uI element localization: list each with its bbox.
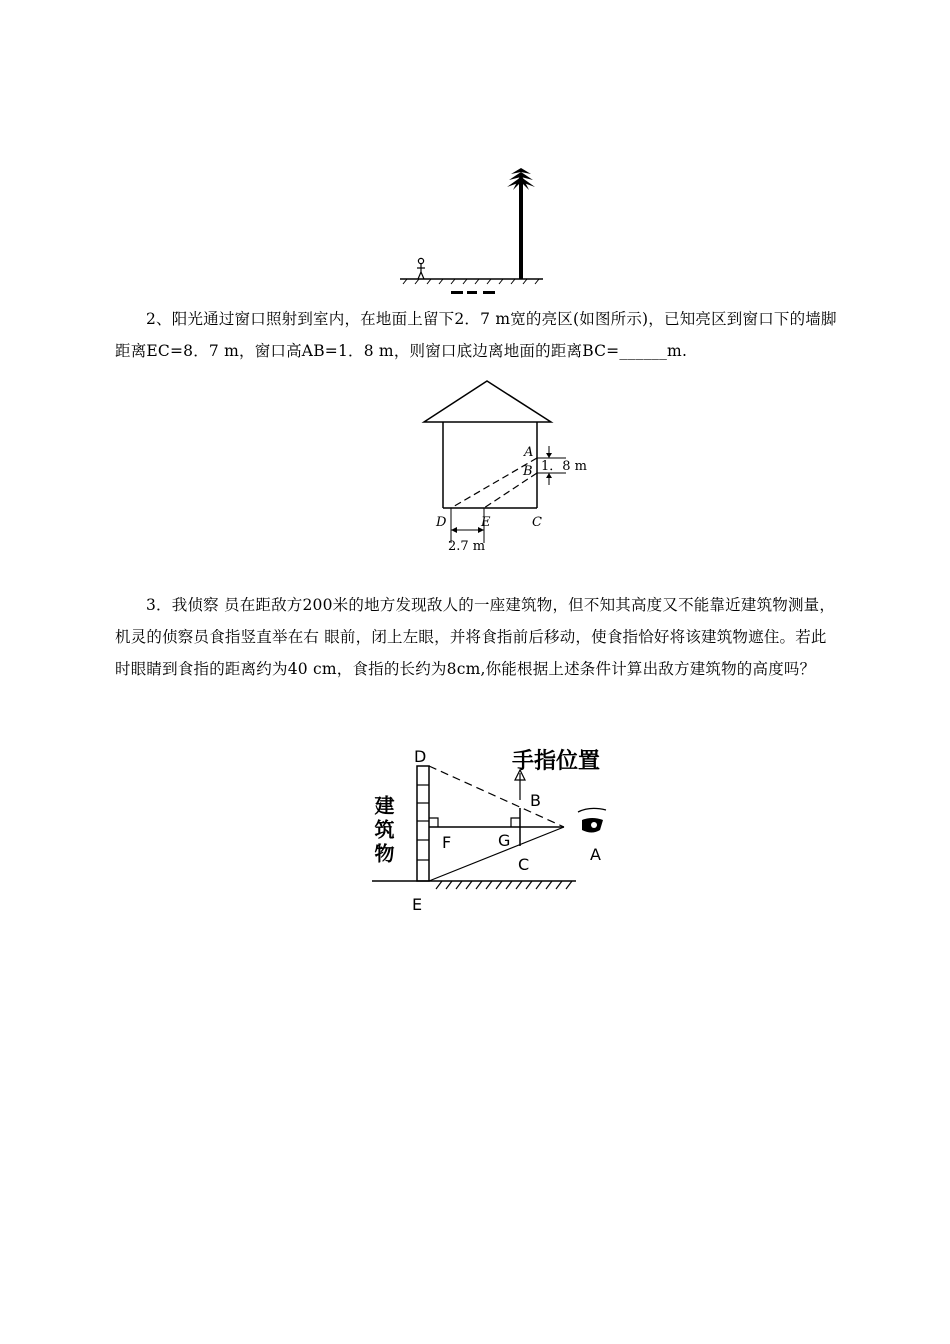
label-d: D — [436, 515, 447, 530]
figure-person-tree — [395, 160, 555, 295]
problem-2-text-content: 2、阳光通过窗口照射到室内，在地面上留下2．7 m宽的亮区(如图所示)，已知亮区到窗口下的墙脚距离EC=8．7 m，窗口高AB=1．8 m，则窗口底边离地面的距离BC=______m. — [115, 310, 837, 360]
building-floors — [417, 785, 429, 860]
figure-house-window — [418, 378, 598, 556]
person-icon — [417, 258, 425, 279]
label-e-3: E — [412, 895, 423, 914]
label-g-3: G — [498, 831, 511, 850]
building-label: 建筑物 — [371, 795, 395, 867]
problem-2-text — [115, 303, 840, 367]
label-a-3: A — [590, 845, 601, 864]
right-angle-f — [429, 818, 438, 827]
finger-position-title: 手指位置 — [512, 749, 601, 774]
sight-line-top — [429, 766, 564, 827]
palm-tree-icon — [507, 168, 535, 279]
problem-3-text-content: 3．我侦察 员在距敌方200米的地方发现敌人的一座建筑物，但不知其高度又不能靠近建筑物测量，机灵的侦察员食指竖直举在右 眼前，闭上左眼，并将食指前后移动，使食指恰好将该建筑物遮住。若此时眼睛到食指的距离约为40 cm，食指的长约为8cm,你能根据上述条件计算出敌方建筑物的高度吗？ — [115, 596, 836, 678]
label-window-height: 1．8 m — [541, 459, 588, 474]
label-e: E — [481, 515, 491, 530]
building-column — [417, 766, 429, 881]
width-arrowhead-left — [451, 527, 457, 533]
right-angle-g — [511, 818, 520, 827]
figure-finger-measurement — [368, 740, 628, 918]
label-f-3: F — [442, 833, 452, 852]
eye-icon — [578, 808, 606, 832]
label-b-3: B — [530, 791, 541, 810]
problem-3-text — [115, 589, 840, 685]
dim-arrowhead-top — [546, 453, 552, 458]
label-b: B — [523, 464, 533, 479]
ground-hatch-3 — [436, 881, 572, 889]
label-c-3: C — [518, 855, 530, 874]
label-d-3: D — [414, 747, 427, 766]
label-c: C — [532, 515, 542, 530]
house-roof — [424, 381, 551, 422]
figure-caption-cut — [451, 291, 495, 294]
label-a: A — [524, 445, 534, 460]
label-bright-width: 2.7 m — [448, 539, 486, 554]
